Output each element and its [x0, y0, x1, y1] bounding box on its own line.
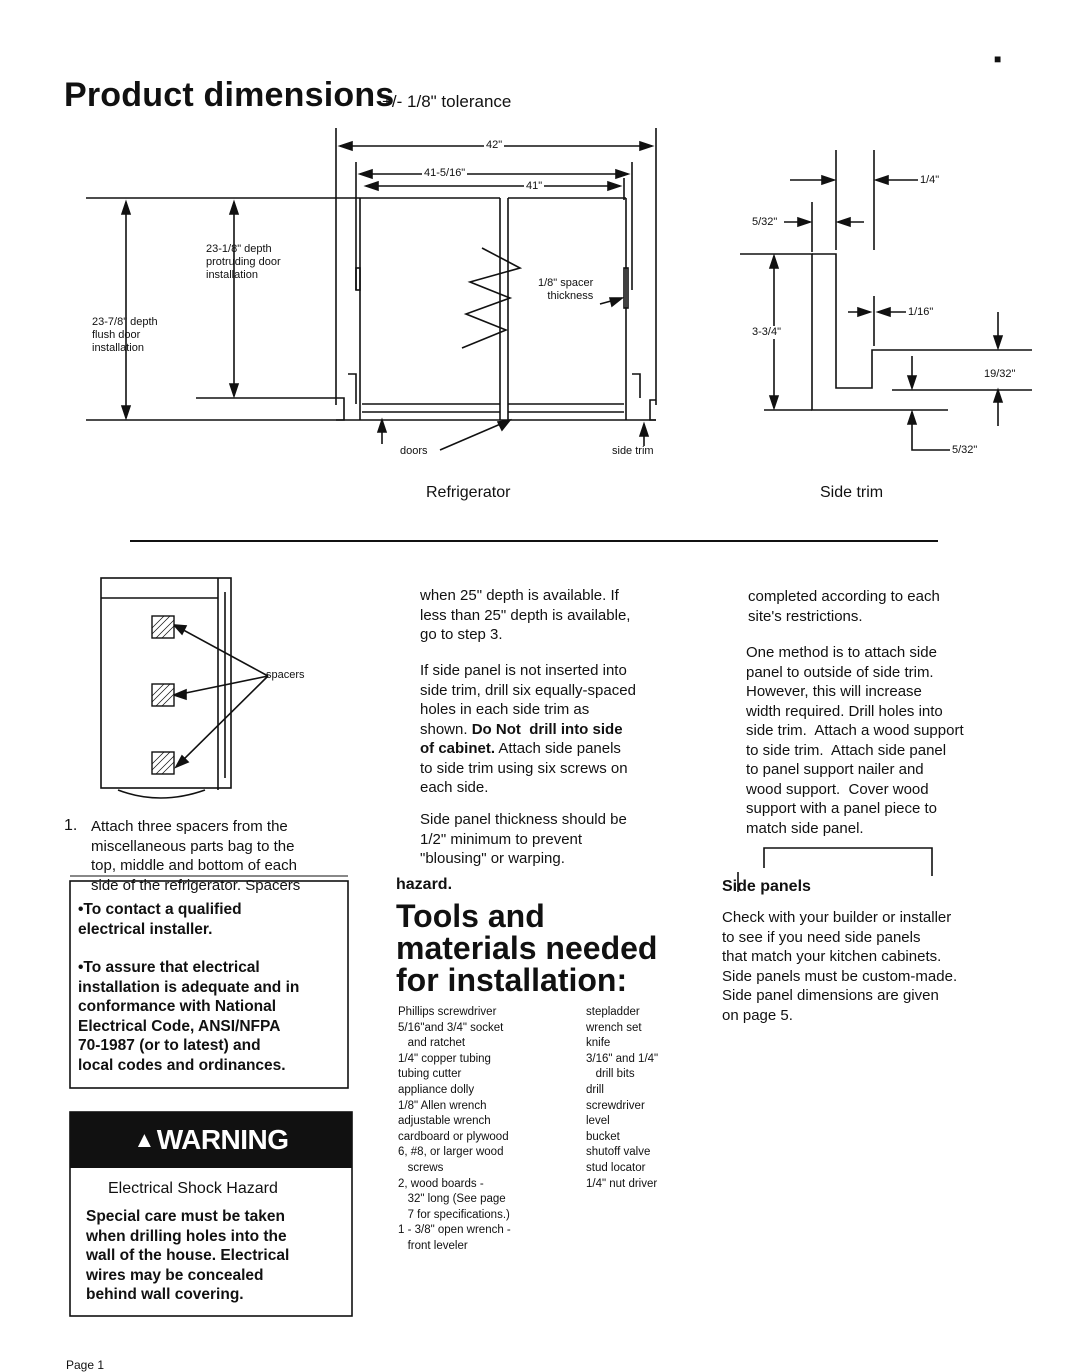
tools-list-right: stepladder wrench set knife 3/16" and 1/4" drill bits drill screwdriver level bucket shutoff valve stud locator 1/4" nut driver	[586, 1006, 659, 1190]
dim-41-label: 41"	[526, 180, 543, 192]
col2-cut-fragment: hazard.	[396, 876, 453, 893]
page-number: Page 1	[66, 1358, 105, 1372]
side-trim-caption: Side trim	[820, 484, 884, 501]
side-panels-heading: Side panels	[722, 878, 811, 895]
side-trim-label: side trim	[612, 445, 654, 457]
dim-19-32-label: 19/32"	[984, 368, 1016, 380]
dim-1-4-label: 1/4"	[920, 174, 940, 186]
spacer-thickness-label: 1/8" spacer thickness	[538, 277, 594, 302]
warning-banner	[70, 1112, 352, 1168]
warning-subheading: Electrical Shock Hazard	[108, 1180, 278, 1197]
tolerance-note: +/- 1/8" tolerance	[382, 92, 512, 111]
dim-1-16-label: 1/16"	[908, 306, 934, 318]
tools-list-left: Phillips screwdriver 5/16"and 3/4" socket and ratchet 1/4" copper tubing tubing cutter appliance dolly 1/8" Allen wrench adjustable wrench cardboard or plywood 6, #8, or larger wood screws 2, wood boards - 32" long (See page 7 for specifications.) 1 - 3/8" open wrench - front leveler	[398, 1006, 511, 1252]
dim-3-3-4-label: 3-3/4"	[752, 326, 781, 338]
page-title: Product dimensions	[64, 76, 395, 114]
col2-para2	[420, 661, 636, 798]
warning-text: Special care must be taken when drilling holes into the wall of the house. Electrical wires may be concealed behind wall covering.	[86, 1208, 290, 1303]
protruding-depth-label: 23-1/8" depth protruding door installation	[206, 243, 281, 281]
warning-heading: WARNING	[156, 1124, 289, 1155]
doors-label: doors	[400, 445, 428, 457]
electrical-bullet-1: •To contact a qualified electrical installer.	[78, 901, 242, 938]
refrigerator-caption: Refrigerator	[426, 484, 511, 501]
side-panels-text: Check with your builder or installer to see if you need side panels that match your kitchen cabinets. Side panels must be custom-made. Side panel dimensions are given on page 5.	[722, 909, 958, 1024]
col3-para2: One method is to attach side panel to outside of side trim. However, this will increase width required. Drill holes into side trim. Attach a wood support to side trim. Attach side panel to panel support nailer and wood support. Cover wood support with a panel piece to match side panel.	[746, 644, 964, 837]
step1-text: Attach three spacers from the miscellaneous parts bag to the top, middle and bottom of each side of the refrigerator. Spacers	[91, 818, 301, 894]
dim-42-label: 42"	[486, 139, 503, 151]
dim-5-32-bottom-label: 5/32"	[952, 444, 978, 456]
col2-para1: when 25" depth is available. If less than 25" depth is available, go to step 3.	[420, 587, 631, 643]
col3-para1: completed according to each site's restrictions.	[748, 588, 940, 625]
tools-heading: Tools and materials needed for installation:	[396, 898, 658, 998]
section-divider	[130, 540, 938, 542]
col2-para2-bold: Do Not drill into side of cabinet.	[420, 720, 623, 757]
page-corner-mark: ■	[994, 52, 1002, 66]
col2-para3: Side panel thickness should be 1/2" minimum to prevent "blousing" or warping.	[420, 811, 627, 867]
dim-41-5-16-label: 41-5/16"	[424, 167, 466, 179]
electrical-bullet-2: •To assure that electrical installation is adequate and in conformance with National Electrical Code, ANSI/NFPA 70-1987 (or to latest) and local codes and ordinances.	[78, 959, 300, 1074]
warning-triangle-icon: ▲	[133, 1127, 155, 1152]
spacers-label: spacers	[266, 669, 305, 681]
spacer-blocks	[152, 616, 174, 774]
col2-para2-b: Attach side panels to side trim using six screws on each side.	[420, 740, 628, 796]
flush-depth-label: 23-7/8" depth flush door installation	[92, 316, 158, 354]
step-number: 1.	[64, 817, 78, 834]
col2-para2-a: If side panel is not inserted into side trim, drill six equally-spaced holes in each side trim as shown.	[420, 662, 636, 738]
dim-5-32-top-label: 5/32"	[752, 216, 778, 228]
